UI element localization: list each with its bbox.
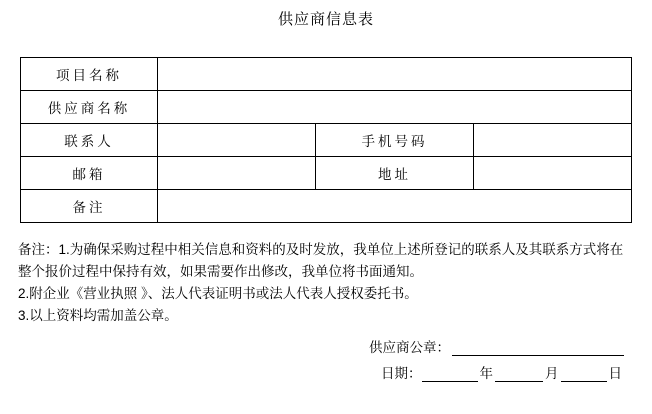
field-label-supplier-name: 供应商名称 <box>21 91 158 124</box>
signature-area <box>0 336 652 382</box>
note-item-1: 备注：1.为确保采购过程中相关信息和资料的及时发放，我单位上述所登记的联系人及其联系方式将在整个报价过程中保持有效，如果需要作出修改，我单位将书面通知。 <box>18 242 624 279</box>
seal-label: 供应商公章： <box>369 340 450 356</box>
notes-section <box>18 239 634 326</box>
date-year-unit: 年 <box>479 366 493 382</box>
seal-row <box>0 336 624 356</box>
field-value-contact-person[interactable] <box>158 124 316 157</box>
page-title: 供应商信息表 <box>277 11 374 28</box>
field-label-email: 邮箱 <box>21 157 158 190</box>
date-month-unit: 月 <box>545 366 559 382</box>
table-row <box>21 91 632 124</box>
date-label: 日期： <box>381 366 422 382</box>
table-row <box>21 58 632 91</box>
field-label-address: 地址 <box>316 157 474 190</box>
field-value-project-name[interactable] <box>158 58 632 91</box>
field-value-mobile-number[interactable] <box>474 124 632 157</box>
date-year-input[interactable] <box>422 366 478 382</box>
document-page <box>0 8 652 414</box>
supplier-info-table-wrap <box>20 57 632 223</box>
table-row <box>21 157 632 190</box>
supplier-info-table <box>20 57 632 223</box>
table-row <box>21 124 632 157</box>
date-row <box>0 362 624 382</box>
field-label-project-name: 项目名称 <box>21 58 158 91</box>
field-value-address[interactable] <box>474 157 632 190</box>
field-label-remark: 备注 <box>21 190 158 223</box>
field-label-contact-person: 联系人 <box>21 124 158 157</box>
table-row <box>21 190 632 223</box>
note-item-2: 2.附企业《营业执照 》、法人代表证明书或法人代表人授权委托书。 <box>18 285 418 301</box>
field-value-remark[interactable] <box>158 190 632 223</box>
seal-input-line[interactable] <box>452 340 624 356</box>
field-value-email[interactable] <box>158 157 316 190</box>
date-day-input[interactable] <box>561 366 607 382</box>
date-day-unit: 日 <box>608 366 622 382</box>
note-item-3: 3.以上资料均需加盖公章。 <box>18 307 178 323</box>
field-label-mobile-number: 手机号码 <box>316 124 474 157</box>
date-month-input[interactable] <box>495 366 543 382</box>
field-value-supplier-name[interactable] <box>158 91 632 124</box>
